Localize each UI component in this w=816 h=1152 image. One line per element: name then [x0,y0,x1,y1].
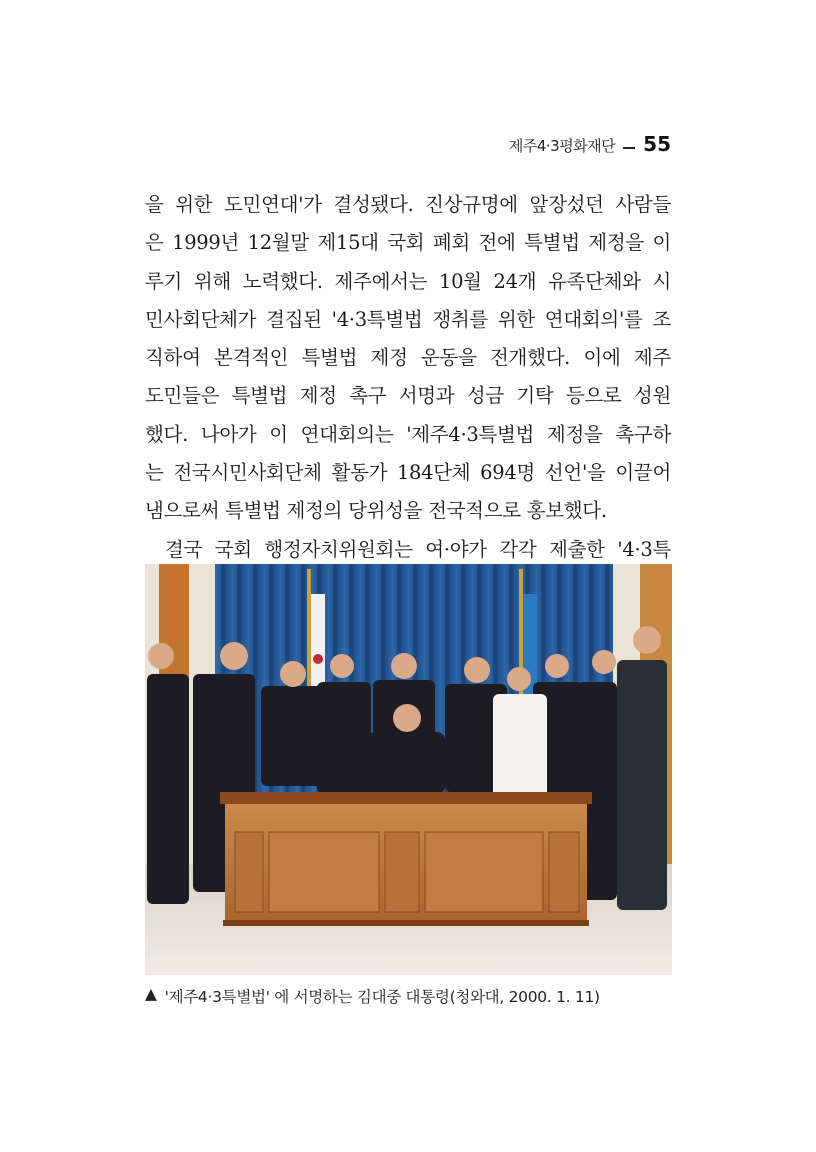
text-line: 도민들은 특별법 제정 촉구 서명과 성금 기탁 등으로 성원 [145,384,671,408]
photo-illustration [145,564,672,975]
body-text [145,186,671,569]
running-title: 제주4·3평화재단 [508,137,616,155]
flag-pole [307,569,311,699]
text-line: 을 위한 도민연대'가 결성됐다. 진상규명에 앞장섰던 사람들 [145,193,671,216]
running-head [509,132,671,156]
header-rule [623,147,635,149]
text-line: 했다. 나아가 이 연대회의는 '제주4·3특별법 제정을 촉구하 [145,422,671,446]
text-line: 은 1999년 12월말 제15대 국회 폐회 전에 특별법 제정을 이 [145,231,671,255]
wooden-desk [220,792,592,926]
woman-in-white [493,694,547,804]
seated-president [367,732,445,794]
figure-caption [145,985,672,1007]
text-line: 루기 위해 노력했다. 제주에서는 10월 24개 유족단체와 시 [145,269,671,293]
caption-text: '제주4·3특별법' 에 서명하는 김대중 대통령(청와대, 2000. 1. 11) [164,988,600,1006]
text-line-indented: 결국 국회 행정자치위원회는 여·야가 각각 제출한 '4·3특 [165,537,671,561]
text-line: 는 전국시민사회단체 활동가 184단체 694명 선언'을 이끌어 [145,461,671,485]
text-line: 직하여 본격적인 특별법 제정 운동을 전개했다. 이에 제주 [145,346,671,370]
text-line: 냄으로써 특별법 제정의 당위성을 전국적으로 홍보했다. [145,499,607,523]
page-number: 55 [643,132,671,156]
text-line: 민사회단체가 결집된 '4·3특별법 쟁취를 위한 연대회의'를 조 [145,307,671,331]
signing-ceremony-photo [145,564,672,975]
triangle-marker-icon: ▲ [145,985,157,1003]
